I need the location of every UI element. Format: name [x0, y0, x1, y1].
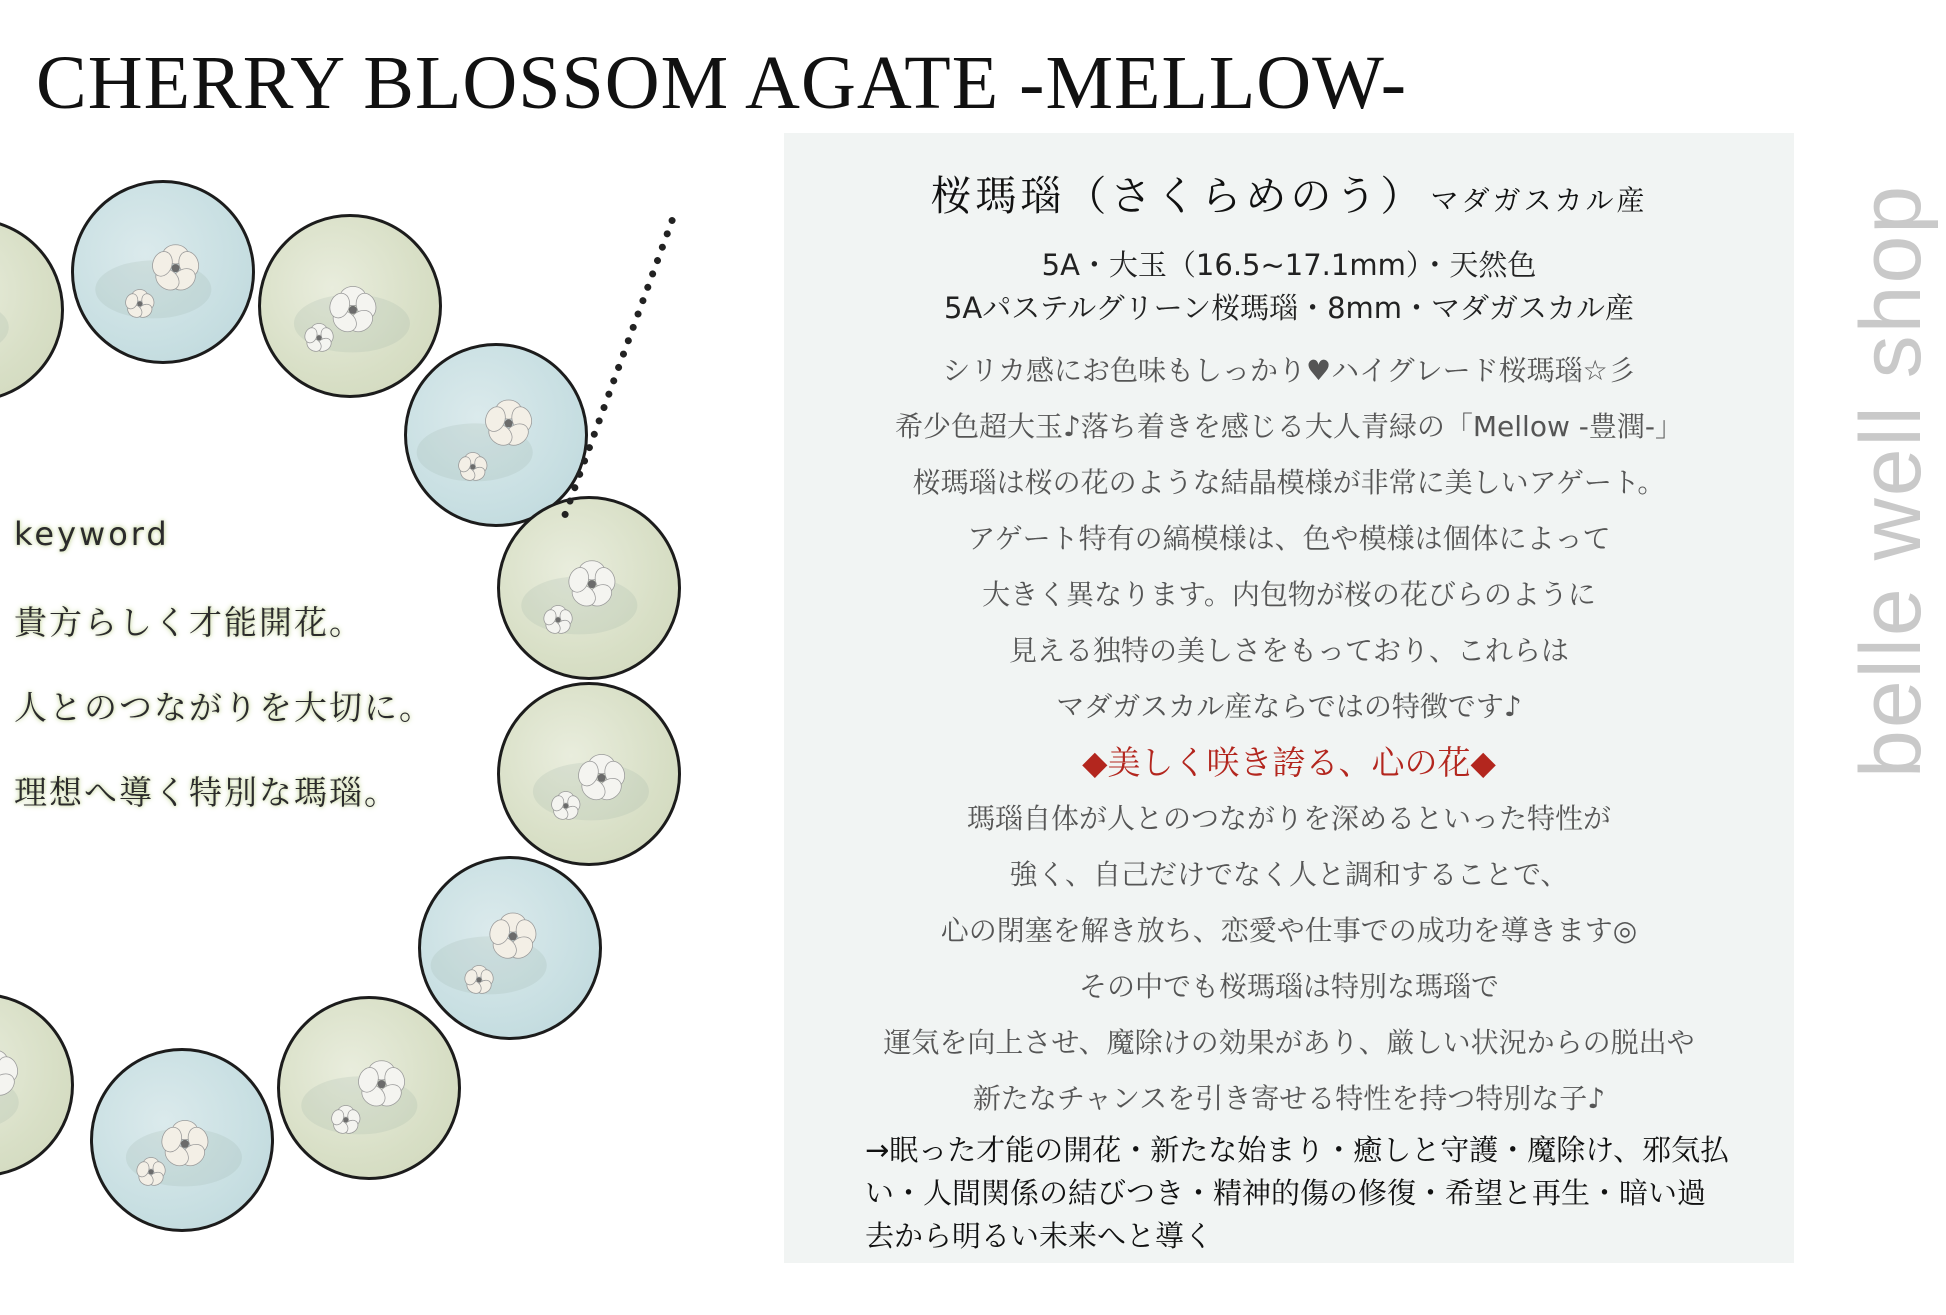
bead-image	[497, 496, 681, 680]
stone-name: 桜瑪瑙（さくらめのう）	[930, 172, 1426, 220]
stone-origin: マダガスカル産	[1430, 184, 1648, 217]
dotted-leader-line	[561, 216, 680, 520]
bead-image	[0, 993, 74, 1177]
bead-image	[418, 856, 602, 1040]
description-line: 瑪瑙自体が人とのつながりを深めるといった特性が	[966, 802, 1611, 835]
effects-list: →眠った才能の開花・新たな始まり・癒しと守護・魔除け、邪気払い・人間関係の結びつき・精神的傷の修復・希望と再生・暗い過去から明るい未来へと導く	[865, 1133, 1730, 1253]
description-line: 強く、自己だけでなく人と調和することで、	[1009, 858, 1569, 891]
description-panel	[784, 133, 1794, 1263]
description-line: シリカ感にお色味もしっかり♥ハイグレード桜瑪瑙☆彡	[942, 354, 1636, 387]
description-line: 新たなチャンスを引き寄せる特性を持つ特別な子♪	[972, 1082, 1606, 1115]
page-title: CHERRY BLOSSOM AGATE -MELLOW-	[36, 41, 1408, 125]
bead-image	[258, 214, 442, 398]
description-line: 桜瑪瑙は桜の花のような結晶模様が非常に美しいアゲート。	[912, 466, 1666, 499]
bead-image	[71, 180, 255, 364]
bead-image	[90, 1048, 274, 1232]
keyword-item: 人とのつながりを大切に。	[14, 688, 434, 727]
spec-line: 5A・大玉（16.5~17.1mm）・天然色	[1041, 248, 1537, 282]
keyword-heading: keyword	[14, 515, 170, 553]
panel-title	[784, 163, 1794, 222]
description-line: 見える独特の美しさをもっており、これらは	[1008, 634, 1569, 667]
spec-line: 5Aパステルグリーン桜瑪瑙・8mm・マダガスカル産	[943, 291, 1635, 325]
description-line: 運気を向上させ、魔除けの効果があり、厳しい状況からの脱出や	[883, 1026, 1695, 1059]
description-line: 希少色超大玉♪落ち着きを感じる大人青緑の「Mellow -豊潤-」	[895, 410, 1683, 443]
description-line: その中でも桜瑪瑙は特別な瑪瑙で	[1078, 970, 1499, 1003]
description-line: 心の閉塞を解き放ち、恋愛や仕事での成功を導きます◎	[940, 914, 1638, 947]
bead-image	[497, 682, 681, 866]
description-line: マダガスカル産ならではの特徴です♪	[1056, 690, 1522, 723]
description-line: アゲート特有の縞模様は、色や模様は個体によって	[967, 522, 1611, 555]
keyword-item: 理想へ導く特別な瑪瑙。	[14, 773, 399, 812]
keyword-item: 貴方らしく才能開花。	[14, 603, 364, 642]
brand-watermark: belle well shop	[1843, 183, 1939, 778]
bead-image	[277, 996, 461, 1180]
description-line: 大きく異なります。内包物が桜の花びらのように	[982, 578, 1596, 611]
accent-heading: ◆美しく咲き誇る、心の花◆	[1082, 743, 1496, 782]
keyword-list	[14, 515, 434, 852]
bead-image	[0, 218, 64, 402]
